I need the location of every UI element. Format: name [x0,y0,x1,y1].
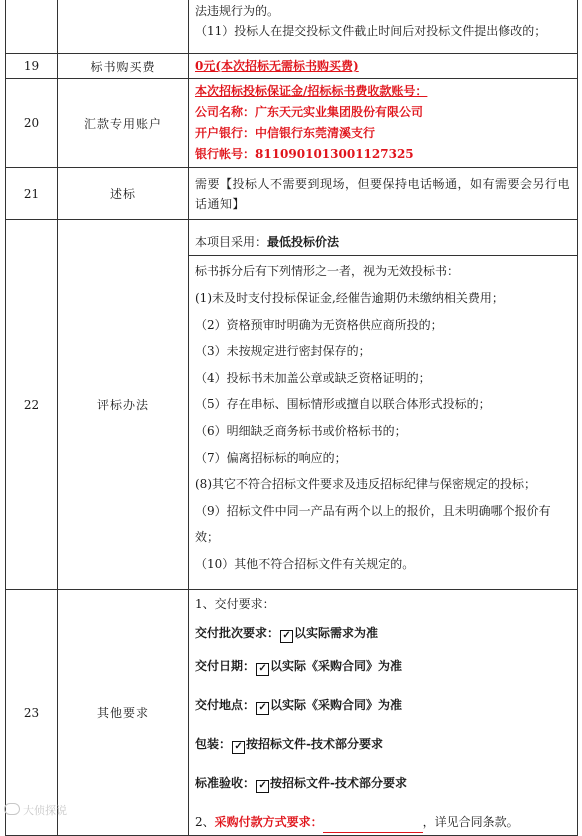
row-label-cell [58,0,189,54]
requirement-line [195,623,571,644]
list-item: (8)其它不符合招标文件要求及违反招标纪律与保密规定的投标； [195,477,537,492]
payment-label: 采购付款方式要求： [214,815,323,829]
row-label: 述标 [58,168,189,220]
requirement-line [195,773,571,794]
list-item: （5）存在串标、围标情形或擅自以联合体形式投标的； [195,397,491,412]
tender-fee-text: 0元(本次招标无需标书购买费) [195,59,359,73]
invalid-bid-list [189,255,577,579]
table-row-19 [6,54,578,79]
list-item: （9）招标文件中同一产品有两个以上的报价，且未明确哪个报价有效； [195,503,551,545]
row-number-cell [6,0,58,54]
checked-box-icon: ✓ [232,741,245,754]
requirement-key: 包装： [195,737,232,751]
row-number: 20 [6,79,58,168]
method-prefix: 本项目采用： [195,235,268,250]
table-row-20 [6,79,578,168]
other-requirements [189,590,578,836]
evaluation-method [189,229,577,255]
company-name: 公司名称：广东天元实业集团股份有限公司 [195,105,424,119]
checked-box-icon: ✓ [256,702,269,715]
chat-bubble-icon [4,803,20,815]
table-row-22 [6,220,578,590]
account-heading: 本次招标投标保证金/招标标书费收款账号： [195,84,428,98]
content-line: （11）投标人在提交投标文件截止时间后对投标文件提出修改的； [195,24,547,38]
delivery-heading: 1、交付要求： [195,597,275,611]
requirement-value: 以实际《采购合同》为准 [270,659,403,673]
invalid-intro: 标书拆分后有下列情形之一者，视为无效投标书： [195,264,460,279]
list-item: （4）投标书未加盖公章或缺乏资格证明的； [195,370,431,385]
requirement-line [195,695,571,716]
requirement-value: 按招标文件-技术部分要求 [270,776,407,790]
row-number: 21 [6,168,58,220]
table-row-23 [6,590,578,836]
account-info [189,79,578,168]
payment-prefix: 2、 [195,815,215,829]
content-line: 法违规行为的。 [195,4,280,18]
checked-box-icon: ✓ [280,630,293,643]
table-row-21 [6,168,578,220]
list-item: (1)未及时支付投标保证金,经催告逾期仍未缴纳相关费用； [195,291,504,306]
presentation-text: 需要【投标人不需要到现场，但要保持电话畅通，如有需要会另行电话通知】 [189,168,578,220]
checked-box-icon: ✓ [256,663,269,676]
requirement-key: 交付日期： [195,659,256,673]
watermark [4,802,67,818]
requirement-key: 标准验收： [195,776,256,790]
payment-line [195,812,571,833]
tender-fee-value [189,54,578,79]
checked-box-icon: ✓ [256,780,269,793]
requirement-key: 交付批次要求： [195,626,280,640]
row-number: 22 [6,220,58,590]
list-item: （7）偏离招标标的响应的； [195,450,347,465]
evaluation-content [189,220,578,590]
list-item: （2）资格预审时明确为无资格供应商所投的； [195,317,443,332]
row-label: 标书购买费 [58,54,189,79]
account-number: 银行帐号：8110901013001127325 [195,147,414,161]
payment-suffix: ，详见合同条款。 [422,815,519,829]
list-item: （10）其他不符合招标文件有关规定的。 [195,556,415,571]
requirement-value: 按招标文件-技术部分要求 [246,737,383,751]
table-row-continuation [6,0,578,54]
row-label: 汇款专用账户 [58,79,189,168]
list-item: （3）未按规定进行密封保存的； [195,344,371,359]
continuation-content [189,0,578,54]
list-item: （6）明细缺乏商务标书或价格标书的； [195,424,407,438]
requirement-value: 以实际《采购合同》为准 [270,698,403,712]
row-label: 其他要求 [58,590,189,836]
row-number: 23 [6,590,58,836]
row-number: 19 [6,54,58,79]
row-label: 评标办法 [58,220,189,590]
bank-name: 开户银行：中信银行东莞清溪支行 [195,126,376,140]
tender-terms-table [5,0,578,836]
method-value: 最低投标价法 [267,235,340,250]
requirement-line [195,734,571,755]
watermark-text: 大侦探说 [23,804,67,817]
requirement-key: 交付地点： [195,698,256,712]
requirement-value: 以实际需求为准 [294,626,379,640]
requirement-line [195,656,571,677]
